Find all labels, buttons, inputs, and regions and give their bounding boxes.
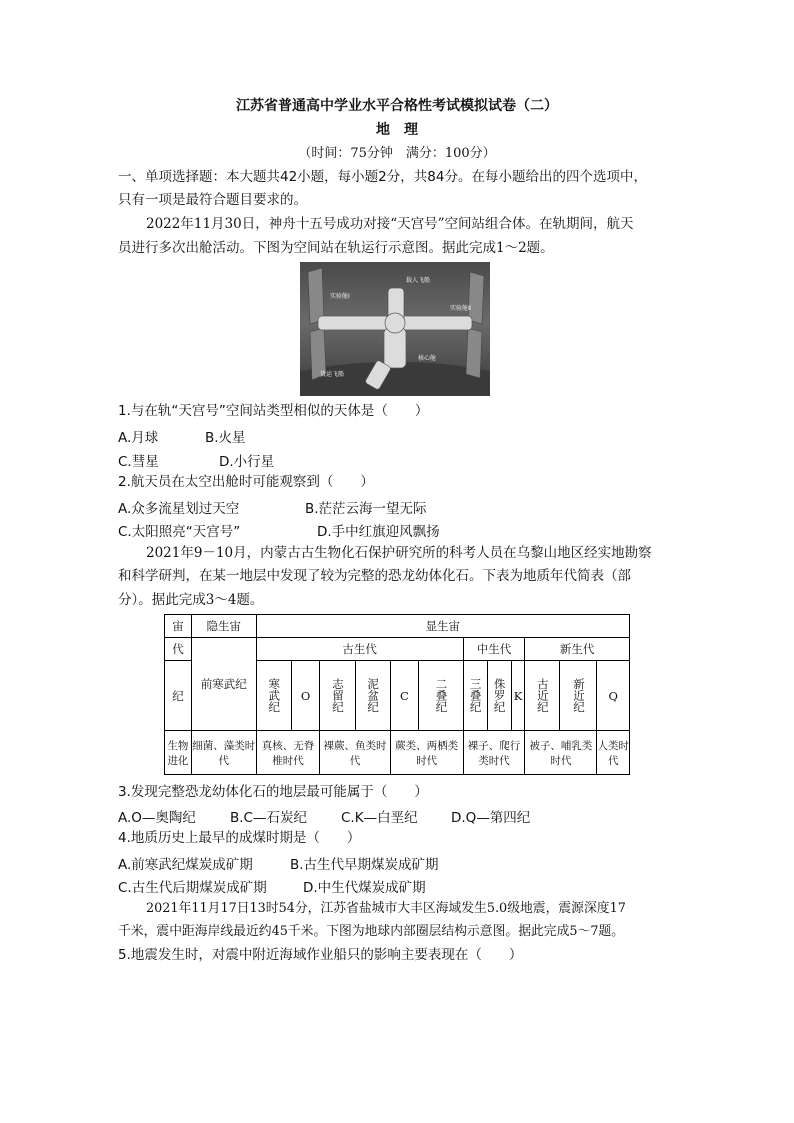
q1-option-b[interactable]: B.火星 [205,430,246,446]
period-label: 纪 [165,661,192,731]
passage1-line1: 2022年11月30日，神舟十五号成功对接“天宫号”空间站组合体。在轨期间，航天 [146,216,634,232]
eon-label: 宙 [165,615,192,638]
period-triassic: 三叠纪 [463,661,487,731]
geologic-time-table [164,614,630,775]
cenozoic-era: 新生代 [525,638,630,661]
cryptozoic-eon: 隐生宙 [191,615,256,638]
evolution-angiosperm-mammal: 被子、哺乳类时代 [525,731,597,775]
label-core-module: 核心舱 [418,355,437,362]
evolution-label: 生物进化 [165,731,192,775]
evolution-eukaryote-invertebrate: 真核、无脊椎时代 [256,731,320,775]
q1-stem: 1.与在轨“天宫号”空间站类型相似的天体是（ ） [118,403,429,419]
period-neogene: 新近纪 [560,661,597,731]
mesozoic-era: 中生代 [463,638,525,661]
q1-option-a[interactable]: A.月球 [118,430,159,446]
q1-option-c[interactable]: C.彗星 [118,454,159,470]
precambrian-cell: 前寒武纪 [191,638,256,731]
passage3-line2: 千米，震中距海岸线最近约45千米。下图为地球内部圈层结构示意图。据此完成5～7题。 [118,924,625,939]
passage3-line1: 2021年11月17日13时54分，江苏省盐城市大丰区海域发生5.0级地震，震源深度17 [146,901,626,916]
period-permian: 二叠纪 [419,661,463,731]
space-station-figure [300,262,490,396]
passage2-line3: 分）。据此完成3～4题。 [118,592,264,608]
phanerozoic-eon: 显生宙 [256,615,629,638]
q2-stem: 2.航天员在太空出舱时可能观察到（ ） [118,474,374,490]
q3-option-a[interactable]: A.O—奥陶纪 [118,810,196,826]
era-label: 代 [165,638,192,661]
period-paleogene: 古近纪 [525,661,560,731]
section-instruction-line2: 只有一项是最符合题目要求的。 [118,192,307,208]
period-quaternary: Q [597,661,630,731]
period-cretaceous: K [511,661,525,731]
passage2-line2: 和科学研判，在某一地层中发现了较为完整的恐龙幼体化石。下表为地质年代简表（部 [118,568,631,584]
period-cambrian: 寒武纪 [256,661,291,731]
q1-option-d[interactable]: D.小行星 [219,454,275,470]
label-lab-1: 实验舱Ⅰ [330,293,350,300]
passage1-line2: 员进行多次出舱活动。下图为空间站在轨运行示意图。据此完成1～2题。 [118,240,554,256]
evolution-gymnosperm-reptile: 裸子、爬行类时代 [463,731,525,775]
q5-stem: 5.地震发生时，对震中附近海域作业船只的影响主要表现在（ ） [118,947,523,963]
label-lab-2: 实验舱Ⅱ [450,305,471,312]
exam-title: 江苏省普通高中学业水平合格性考试模拟试卷（二） [236,98,558,114]
q2-option-a[interactable]: A.众多流星划过天空 [118,501,240,517]
q4-stem: 4.地质历史上最早的成煤时期是（ ） [118,830,361,846]
evolution-psilophyte-fish: 裸蕨、鱼类时代 [320,731,390,775]
period-ordovician: O [291,661,320,731]
q2-option-d[interactable]: D.手中红旗迎风飘扬 [317,524,440,540]
q4-option-d[interactable]: D.中生代煤炭成矿期 [303,880,426,896]
evolution-bacteria-algae: 细菌、藻类时代 [191,731,256,775]
exam-meta: （时间：75分钟 满分：100分） [298,146,496,161]
period-devonian: 泥盆纪 [355,661,390,731]
space-station-illustration [300,262,490,396]
label-cargo-ship: 货运飞船 [320,371,345,378]
q4-option-a[interactable]: A.前寒武纪煤炭成矿期 [118,857,253,873]
q3-stem: 3.发现完整恐龙幼体化石的地层最可能属于（ ） [118,784,428,800]
paleozoic-era: 古生代 [256,638,463,661]
q4-option-b[interactable]: B.古生代早期煤炭成矿期 [290,857,439,873]
subject-title: 地 理 [376,122,418,138]
evolution-fern-amphibian: 蕨类、两栖类时代 [390,731,463,775]
period-jurassic: 侏罗纪 [487,661,511,731]
q3-option-c[interactable]: C.K—白垩纪 [341,810,418,826]
q3-option-b[interactable]: B.C—石炭纪 [230,810,307,826]
q2-option-b[interactable]: B.茫茫云海一望无际 [305,501,427,517]
passage2-line1: 2021年9－10月，内蒙古古生物化石保护研究所的科考人员在乌黎山地区经实地勘察 [146,545,652,561]
q4-option-c[interactable]: C.古生代后期煤炭成矿期 [118,880,267,896]
q2-option-c[interactable]: C.太阳照亮“天宫号” [118,524,241,540]
section-instruction-line1: 一、单项选择题：本大题共42小题，每小题2分，共84分。在每小题给出的四个选项中， [118,169,647,185]
evolution-human: 人类时代 [597,731,630,775]
period-silurian: 志留纪 [320,661,355,731]
period-carboniferous: C [390,661,419,731]
label-crew-ship: 载人飞船 [406,277,431,284]
q3-option-d[interactable]: D.Q—第四纪 [451,810,531,826]
